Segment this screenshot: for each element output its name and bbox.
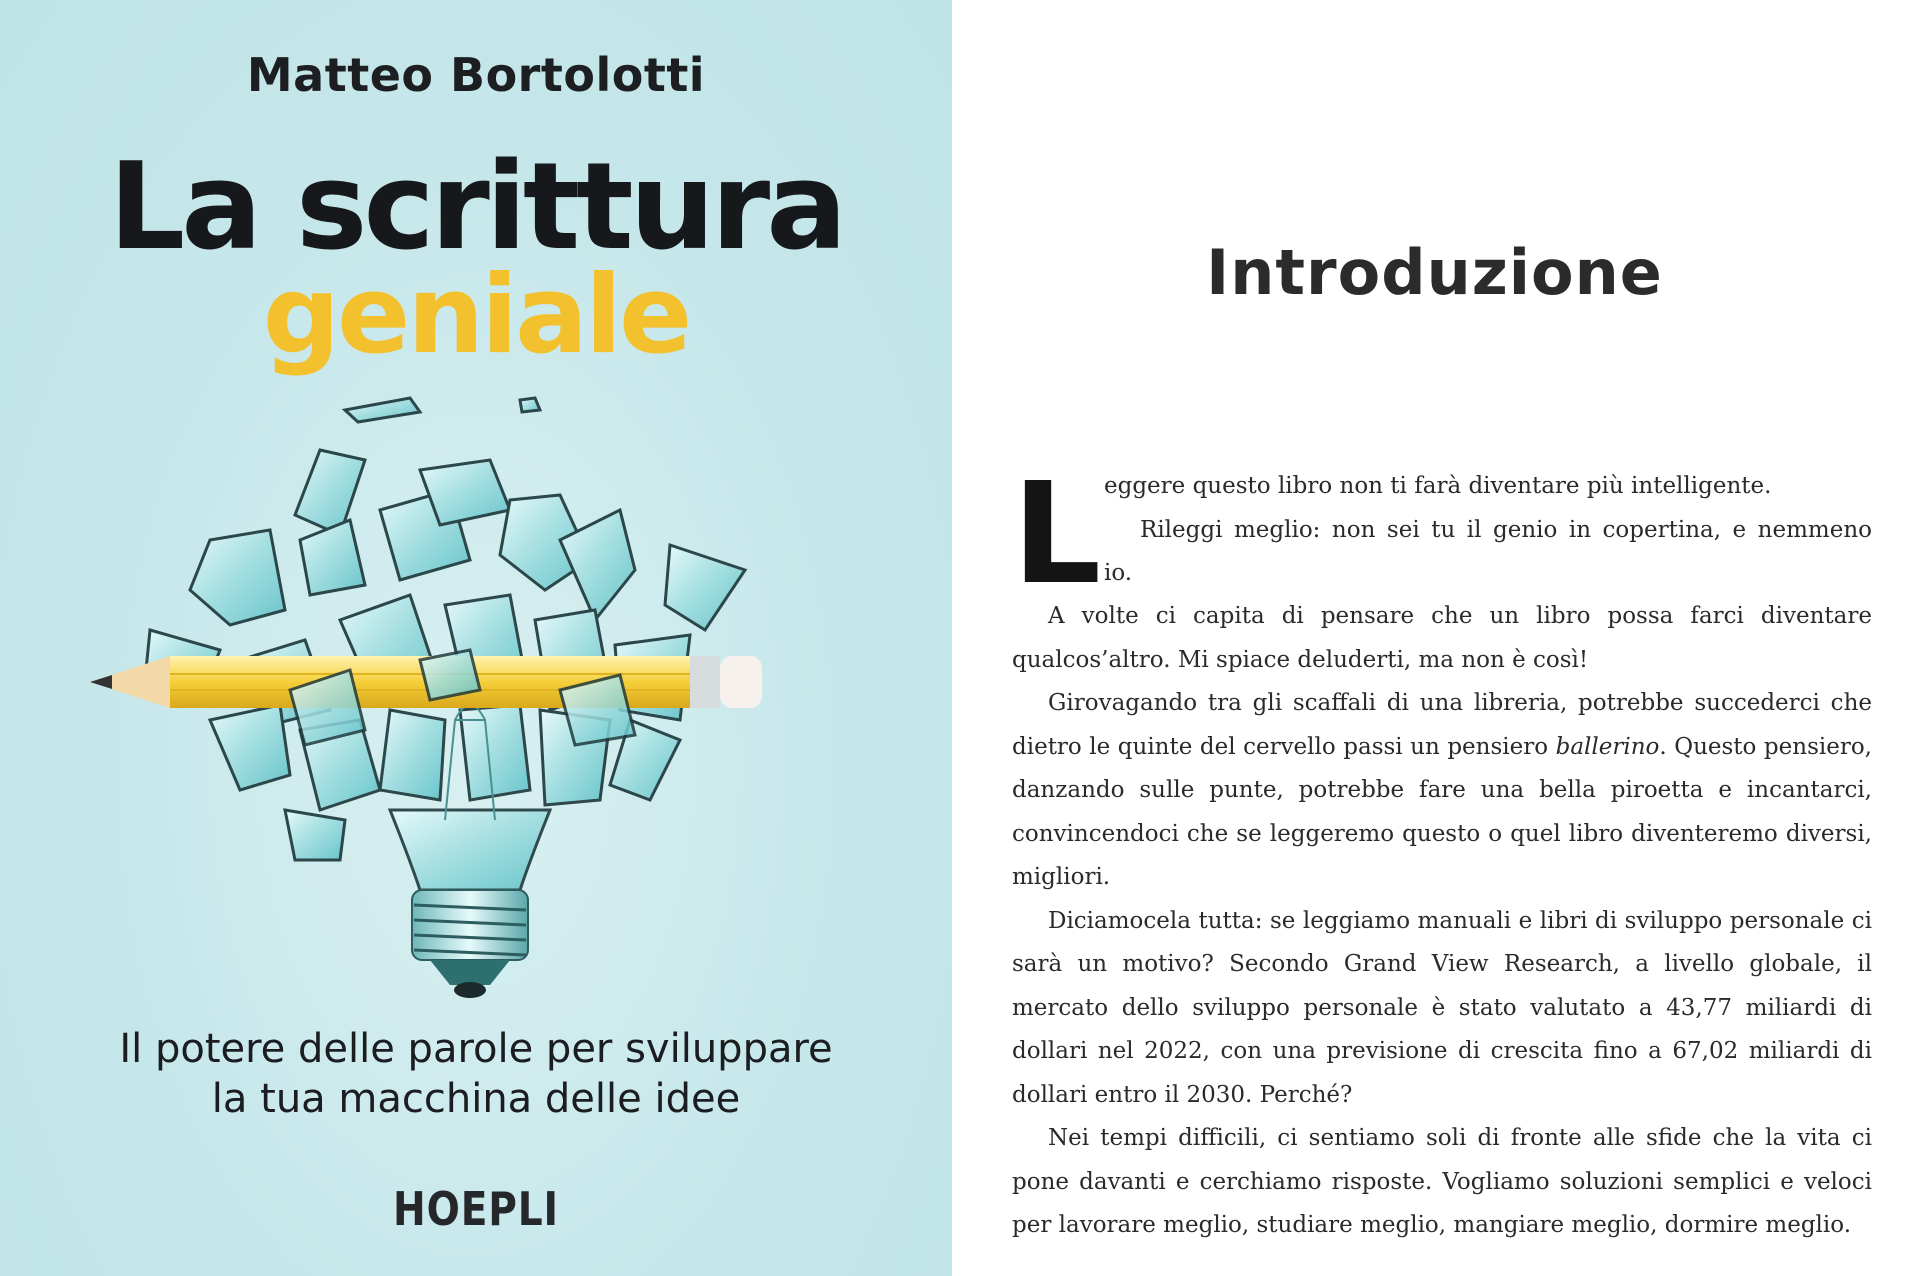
paragraph-1: A volte ci capita di pensare che un libro possa farci diventare qualcos’altro. Mi spiace deluderti, ma non è così! [1012,603,1872,673]
dropcap-line-3: io. [1104,560,1133,586]
page-heading: Introduzione [1206,236,1663,309]
introduction-page [952,0,1917,1276]
paragraph-2 [1012,682,1872,900]
shattered-lightbulb-illustration [90,390,870,1010]
dropcap-line-1: eggere questo libro non ti farà diventare più intelligente. [1104,473,1772,499]
cover-subtitle-line-2: la tua macchina delle idee [211,1076,741,1122]
paragraph-3: Diciamocela tutta: se leggiamo manuali e libri di sviluppo personale ci sarà un motivo? Secondo Grand View Research, a livello globale, il mercato dello sviluppo personale è stato valutato a 43,77 miliardi di dollari nel 2022, con una previsione di crescita fino a 67,02 miliardi di dollari entro il 2030. Perché? [1012,907,1872,1108]
cover-subtitle [0,1024,952,1124]
cover-publisher-logo: HOEPLI [393,1182,559,1236]
cover-title-line-2: geniale [262,253,690,378]
dropcap-line-2: Rileggi meglio: non sei tu il genio in copertina, e nemmeno [1140,516,1872,543]
cover-subtitle-line-1: Il potere delle parole per sviluppare [119,1026,833,1072]
paragraph-2-text-before: Girovagando tra gli scaffali di una libreria, potrebbe succederci che dietro le quinte del cervello passi un pensiero [1012,690,1872,760]
cover-title-line-1: La scrittura [108,138,844,277]
paragraph-4: Nei tempi difficili, ci sentiamo soli di fronte alle sfide che la vita ci pone davanti e cerchiamo risposte. Vogliamo soluzioni semplici e veloci per lavorare meglio, studiare meglio, mangiare meglio, dormire meglio. [1012,1125,1872,1238]
book-cover [0,0,952,1276]
paragraph-2-italic-word: ballerino [1555,733,1660,760]
paragraph-2-text-after: . Questo pensiero, danzando sulle punte, potrebbe fare una bella piroetta e incantarci, convincendoci che se leggeremo questo o quel libro diventeremo diversi, migliori. [1012,733,1872,890]
page-body [1012,453,1872,1248]
dropcap-block [1012,453,1872,616]
drop-cap: L [1012,453,1102,616]
cover-author: Matteo Bortolotti [246,48,706,102]
